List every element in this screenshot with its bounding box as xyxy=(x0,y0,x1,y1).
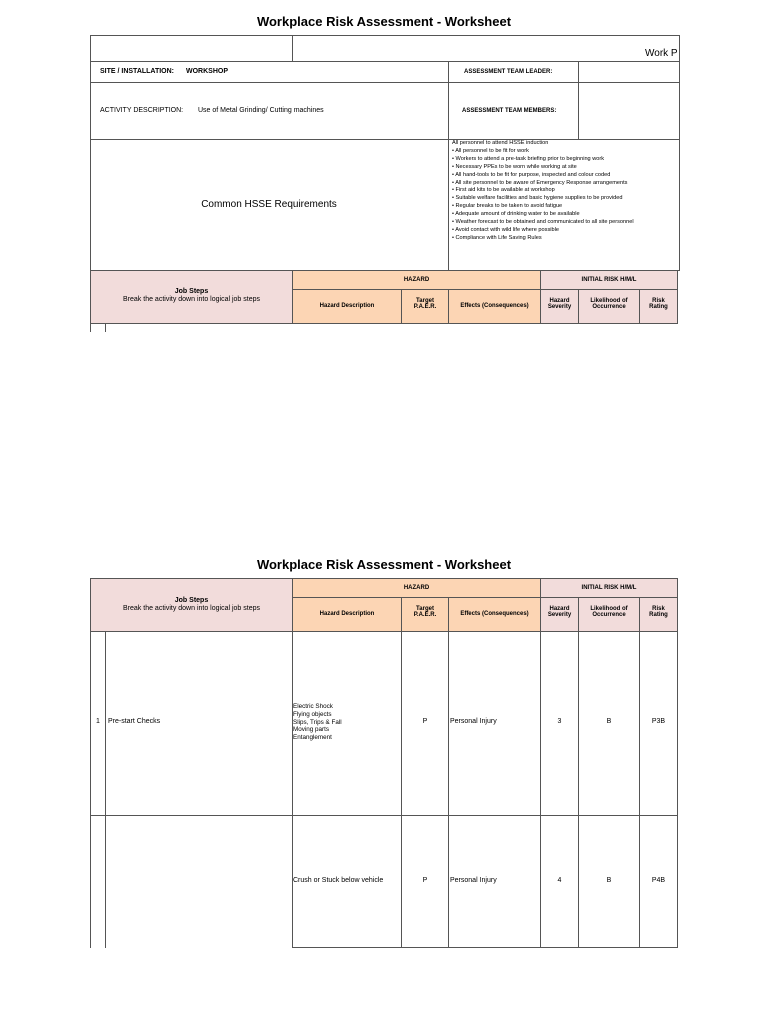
initial-risk-label: INITIAL RISK H/M/L xyxy=(581,585,637,591)
risk-rating-value: P3B xyxy=(651,718,666,725)
risk-rating-header: Risk Rating xyxy=(649,606,668,618)
header-row xyxy=(90,35,680,62)
likelihood-header: Likelihood of Occurrence xyxy=(590,606,628,618)
requirement-item: • Compliance with Life Saving Rules xyxy=(452,234,542,241)
target-header: Target P.A.E.R. xyxy=(413,298,437,310)
job-steps-label: Job Steps xyxy=(174,288,209,295)
severity-header: Hazard Severity xyxy=(547,606,572,618)
requirement-item: • First aid kits to be available at workshop xyxy=(452,187,555,194)
likelihood-value: B xyxy=(606,718,612,725)
requirement-item: • Avoid contact with wild life where possible xyxy=(452,226,559,233)
requirement-item: • Workers to attend a pre-task briefing prior to beginning work xyxy=(452,155,605,162)
hazard-description-header: Hazard Description xyxy=(319,611,375,617)
job-steps-sub: Break the activity down into logical job steps xyxy=(123,296,260,303)
activity-label: ACTIVITY DESCRIPTION: xyxy=(100,107,184,114)
requirement-item: • Regular breaks to be taken to avoid fatigue xyxy=(452,203,563,210)
effects-header: Effects (Consequences) xyxy=(460,303,529,309)
likelihood-header: Likelihood of Occurrence xyxy=(590,298,628,310)
effects-text: Personal Injury xyxy=(450,718,497,725)
target-value: P xyxy=(422,718,428,725)
requirement-item: • Necessary PPEs to be worn while working at site xyxy=(452,163,577,170)
site-label: SITE / INSTALLATION: xyxy=(100,68,175,75)
requirement-item: • Adequate amount of drinking water to be available xyxy=(452,211,580,218)
requirement-item: • All personnel to be fit for work xyxy=(452,147,529,154)
team-leader-label: ASSESSMENT TEAM LEADER: xyxy=(464,69,553,75)
requirement-item: • Weather forecast to be obtained and communicated to all site personnel xyxy=(452,219,634,226)
worksheet-title: Workplace Risk Assessment - Worksheet xyxy=(256,14,512,29)
job-step-text: Pre-start Checks xyxy=(108,718,161,725)
severity-value: 4 xyxy=(557,877,562,884)
severity-value: 3 xyxy=(557,718,562,725)
target-header: Target P.A.E.R. xyxy=(413,606,437,618)
hazard-description-header: Hazard Description xyxy=(319,303,375,309)
requirement-item: • All site personnel to be aware of Emergency Response arrangements xyxy=(452,179,628,186)
activity-value: Use of Metal Grinding/ Cutting machines xyxy=(198,107,324,114)
requirement-item: All personnel to attend HSSE induction xyxy=(452,140,549,146)
requirement-item: • All hand-tools to be fit for purpose, inspected and colour coded xyxy=(452,171,611,178)
severity-header: Hazard Severity xyxy=(547,298,572,310)
risk-rating-header: Risk Rating xyxy=(649,298,668,310)
job-steps-label: Job Steps xyxy=(174,597,209,604)
worksheet-title-page-2: Workplace Risk Assessment - Worksheet xyxy=(256,557,512,572)
likelihood-value: B xyxy=(606,877,612,884)
header-right-text: Work P xyxy=(645,48,678,59)
hazard-description-text: Crush or Stuck below vehicle xyxy=(293,877,384,884)
common-hsse-label: Common HSSE Requirements xyxy=(201,199,337,210)
target-value: P xyxy=(422,877,428,884)
hazard-description-text: Electric Shock Flying objects Slips, Trips & Fall Moving parts Entanglement xyxy=(293,703,342,742)
site-value: WORKSHOP xyxy=(186,68,228,75)
effects-header: Effects (Consequences) xyxy=(460,611,529,617)
risk-rating-value: P4B xyxy=(651,877,666,884)
team-members-label: ASSESSMENT TEAM MEMBERS: xyxy=(462,108,557,114)
requirements-list xyxy=(452,140,634,243)
row-number: 1 xyxy=(96,718,100,725)
hazard-label: HAZARD xyxy=(403,277,430,283)
effects-text: Personal Injury xyxy=(450,877,497,884)
requirement-item: • Suitable welfare facilities and basic hygiene supplies to be provided xyxy=(452,195,623,202)
initial-risk-label: INITIAL RISK H/M/L xyxy=(581,277,637,283)
site-row xyxy=(90,61,680,83)
job-steps-sub: Break the activity down into logical job steps xyxy=(123,605,260,612)
hazard-label: HAZARD xyxy=(403,585,430,591)
